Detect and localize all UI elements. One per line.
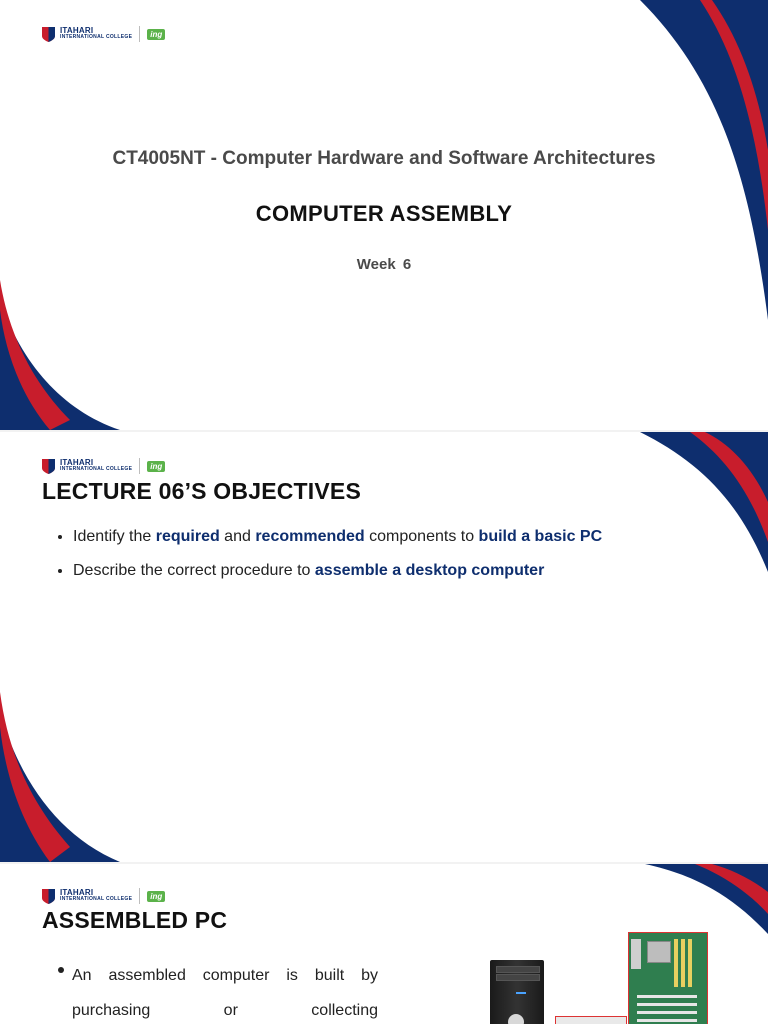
bullet-dot xyxy=(58,967,64,973)
objectives-list xyxy=(55,528,602,596)
college-logo xyxy=(42,26,165,42)
objective-highlight: recommended xyxy=(255,528,365,545)
bullet-line: purchasing or collecting xyxy=(72,1002,378,1019)
title-slide xyxy=(0,0,768,430)
objective-text: Describe the correct procedure to xyxy=(73,562,315,579)
objective-highlight: build a basic PC xyxy=(478,528,603,545)
college-logo xyxy=(42,888,165,904)
pc-case-image xyxy=(490,960,544,1024)
objective-text: and xyxy=(219,528,256,545)
course-title: CT4005NT - Computer Hardware and Software Architectures xyxy=(112,148,656,169)
objective-text: Identify the xyxy=(73,528,156,545)
objective-item xyxy=(73,528,602,546)
logo-divider xyxy=(139,888,140,904)
optical-drive-image xyxy=(555,1016,627,1024)
logo-line1: ITAHARI xyxy=(60,26,94,35)
partner-logo: ing xyxy=(147,891,165,902)
objective-item xyxy=(73,562,602,580)
objectives-slide xyxy=(0,432,768,862)
logo-line2: INTERNATIONAL COLLEGE xyxy=(60,896,133,902)
slide-title: COMPUTER ASSEMBLY xyxy=(255,201,513,226)
slide-title: LECTURE 06’S OBJECTIVES xyxy=(42,478,362,504)
logo-divider xyxy=(139,26,140,42)
college-crest-icon xyxy=(42,27,55,42)
college-logo xyxy=(42,458,165,474)
motherboard-image xyxy=(628,932,708,1024)
college-crest-icon xyxy=(42,889,55,904)
logo-line1: ITAHARI xyxy=(60,458,94,467)
bullet-line: An assembled computer is built by xyxy=(72,967,378,984)
logo-line2: INTERNATIONAL COLLEGE xyxy=(60,466,133,472)
slide-title: ASSEMBLED PC xyxy=(42,907,228,933)
objective-text: components to xyxy=(364,528,479,545)
logo-line1: ITAHARI xyxy=(60,888,94,897)
college-crest-icon xyxy=(42,459,55,474)
bullet-paragraph xyxy=(72,958,378,1024)
partner-logo: ing xyxy=(147,461,165,472)
week-label: Week 6 xyxy=(356,256,412,273)
assembled-pc-slide xyxy=(0,864,768,1024)
objective-highlight: assemble a desktop computer xyxy=(314,562,545,579)
partner-logo: ing xyxy=(147,29,165,40)
objective-highlight: required xyxy=(155,528,220,545)
logo-divider xyxy=(139,458,140,474)
logo-line2: INTERNATIONAL COLLEGE xyxy=(60,34,133,40)
